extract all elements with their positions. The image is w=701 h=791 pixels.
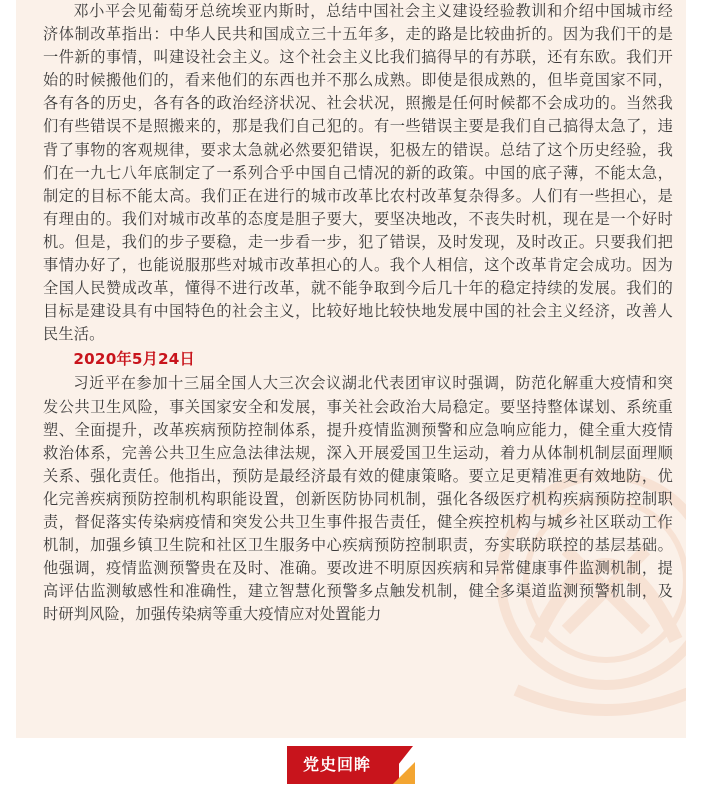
section-tab-party-history[interactable] [287,746,411,784]
tab-label: 党史回眸 [302,755,371,774]
tab-gold-accent [393,762,415,784]
article-body [43,0,673,626]
paragraph-deng-xiaoping: 邓小平会见葡萄牙总统埃亚内斯时，总结中国社会主义建设经验教训和介绍中国城市经济体制改革指出：中华人民共和国成立三十五年多，走的路是比较曲折的。因为我们干的是一件新的事情，叫建设社会主义。这个社会主义比我们搞得早的有苏联，还有东欧。我们开始的时候搬他们的，看来他们的东西也并不那么成熟。即使是很成熟的，但毕竟国家不同，各有各的历史，各有各的政治经济状况、社会状况，照搬是任何时候都不会成功的。当然我们有些错误不是照搬来的，那是我们自己犯的。有一些错误主要是我们自己搞得太急了，违背了事物的客观规律，要求太急就必然要犯错误，犯极左的错误。总结了这个历史经验，我们在一九七八年底制定了一系列合乎中国自己情况的新的政策。中国的底子薄，不能太急，制定的目标不能太高。我们正在进行的城市改革比农村改革复杂得多。人们有一些担心，是有理由的。我们对城市改革的态度是胆子要大，要坚决地改，不丧失时机，现在是一个好时机。但是，我们的步子要稳，走一步看一步，犯了错误，及时发现，及时改正。只要我们把事情办好了，也能说服那些对城市改革担心的人。我个人相信，这个改革肯定会成功。因为全国人民赞成改革，懂得不进行改革，就不能争取到今后几十年的稳定持续的发展。我们的目标是建设具有中国特色的社会主义，比较好地比较快地发展中国的社会主义经济，改善人民生活。 [43,2,673,344]
section-date: 2020年5月24日 [73,350,195,369]
article-card [16,0,686,738]
paragraph-xi-jinping: 习近平在参加十三届全国人大三次会议湖北代表团审议时强调，防范化解重大疫情和突发公共卫生风险，事关国家安全和发展，事关社会政治大局稳定。要坚持整体谋划、系统重塑、全面提升，改革疾病预防控制体系，提升疫情监测预警和应急响应能力，健全重大疫情救治体系，完善公共卫生应急法律法规，深入开展爱国卫生运动，着力从体制机制层面理顺关系、强化责任。他指出，预防是最经济最有效的健康策略。要立足更精准更有效地防，优化完善疾病预防控制机构职能设置，创新医防协同机制，强化各级医疗机构疾病预防控制职责，督促落实传染病疫情和突发公共卫生事件报告责任，健全疾控机构与城乡社区联动工作机制，加强乡镇卫生院和社区卫生服务中心疾病预防控制职责，夯实联防联控的基层基础。他强调，疫情监测预警贵在及时、准确。要改进不明原因疾病和异常健康事件监测机制，提高评估监测敏感性和准确性，建立智慧化预警多点触发机制，健全多渠道监测预警机制，及时研判风险，加强传染病等重大疫情应对处置能力 [43,374,673,624]
